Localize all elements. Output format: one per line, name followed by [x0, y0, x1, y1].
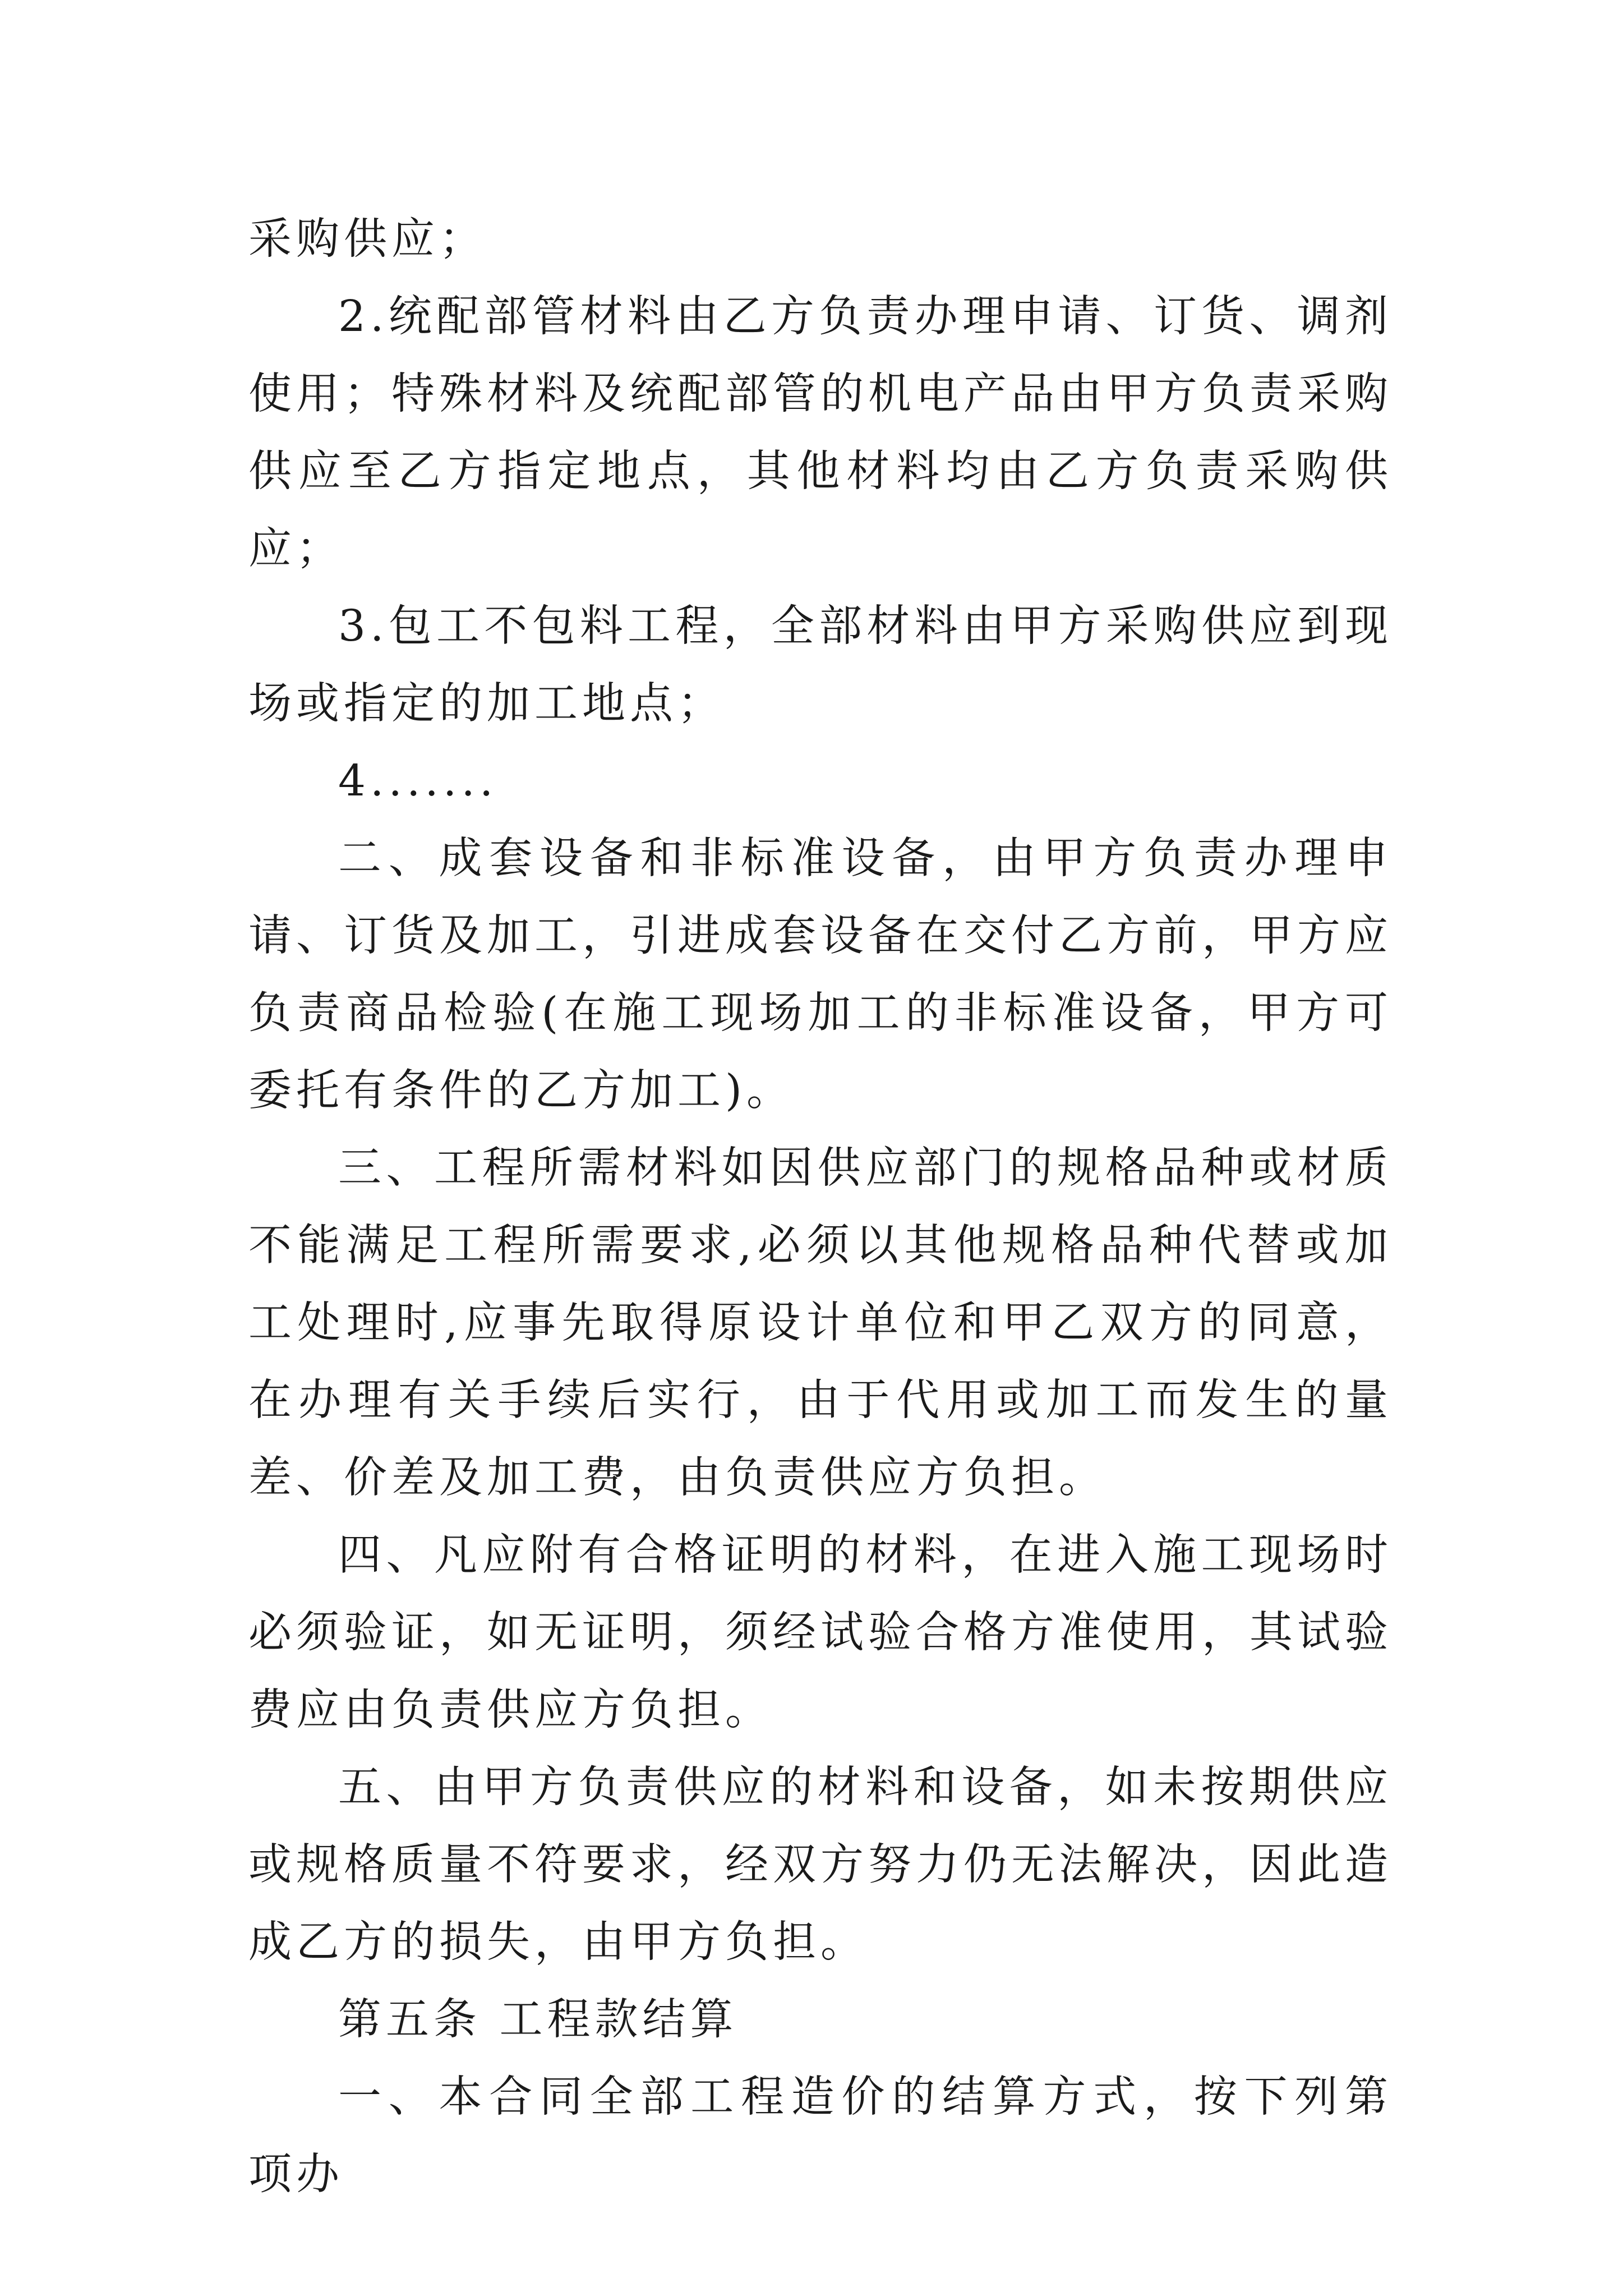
- paragraph: 4.......: [338, 756, 498, 806]
- paragraph: 3.包工不包料工程，全部材料由甲方采购供应到现场或指定的加工地点；: [248, 601, 1393, 729]
- paragraph: 二、成套设备和非标准设备，由甲方负责办理申请、订货及加工，引进成套设备在交付乙方前，甲方应负责商品检验(在施工现场加工的非标准设备，甲方可委托有条件的乙方加工)。: [248, 834, 1393, 1116]
- section-heading: 第五条 工程款结算: [338, 1995, 738, 2045]
- paragraph: 四、凡应附有合格证明的材料，在进入施工现场时必须验证，如无证明，须经试验合格方准使用，其试验费应由负责供应方负担。: [248, 1530, 1393, 1735]
- paragraph: 五、由甲方负责供应的材料和设备，如未按期供应或规格质量不符要求，经双方努力仍无法解决，因此造成乙方的损失，由甲方负担。: [248, 1763, 1393, 1967]
- paragraph: 2.统配部管材料由乙方负责办理申请、订货、调剂使用；特殊材料及统配部管的机电产品由甲方负责采购供应至乙方指定地点，其他材料均由乙方负责采购供应；: [248, 292, 1393, 574]
- paragraph: 采购供应；: [248, 214, 487, 264]
- paragraph: 一、本合同全部工程造价的结算方式，按下列第 项办: [248, 2072, 1393, 2200]
- paragraph: 三、工程所需材料如因供应部门的规格品种或材质不能满足工程所需要求,必须以其他规格品种代替或加工处理时,应事先取得原设计单位和甲乙双方的同意，在办理有关手续后实行，由于代用或加工而发生的量差、价差及加工费，由负责供应方负担。: [248, 1143, 1393, 1503]
- document-body: [248, 201, 1393, 2214]
